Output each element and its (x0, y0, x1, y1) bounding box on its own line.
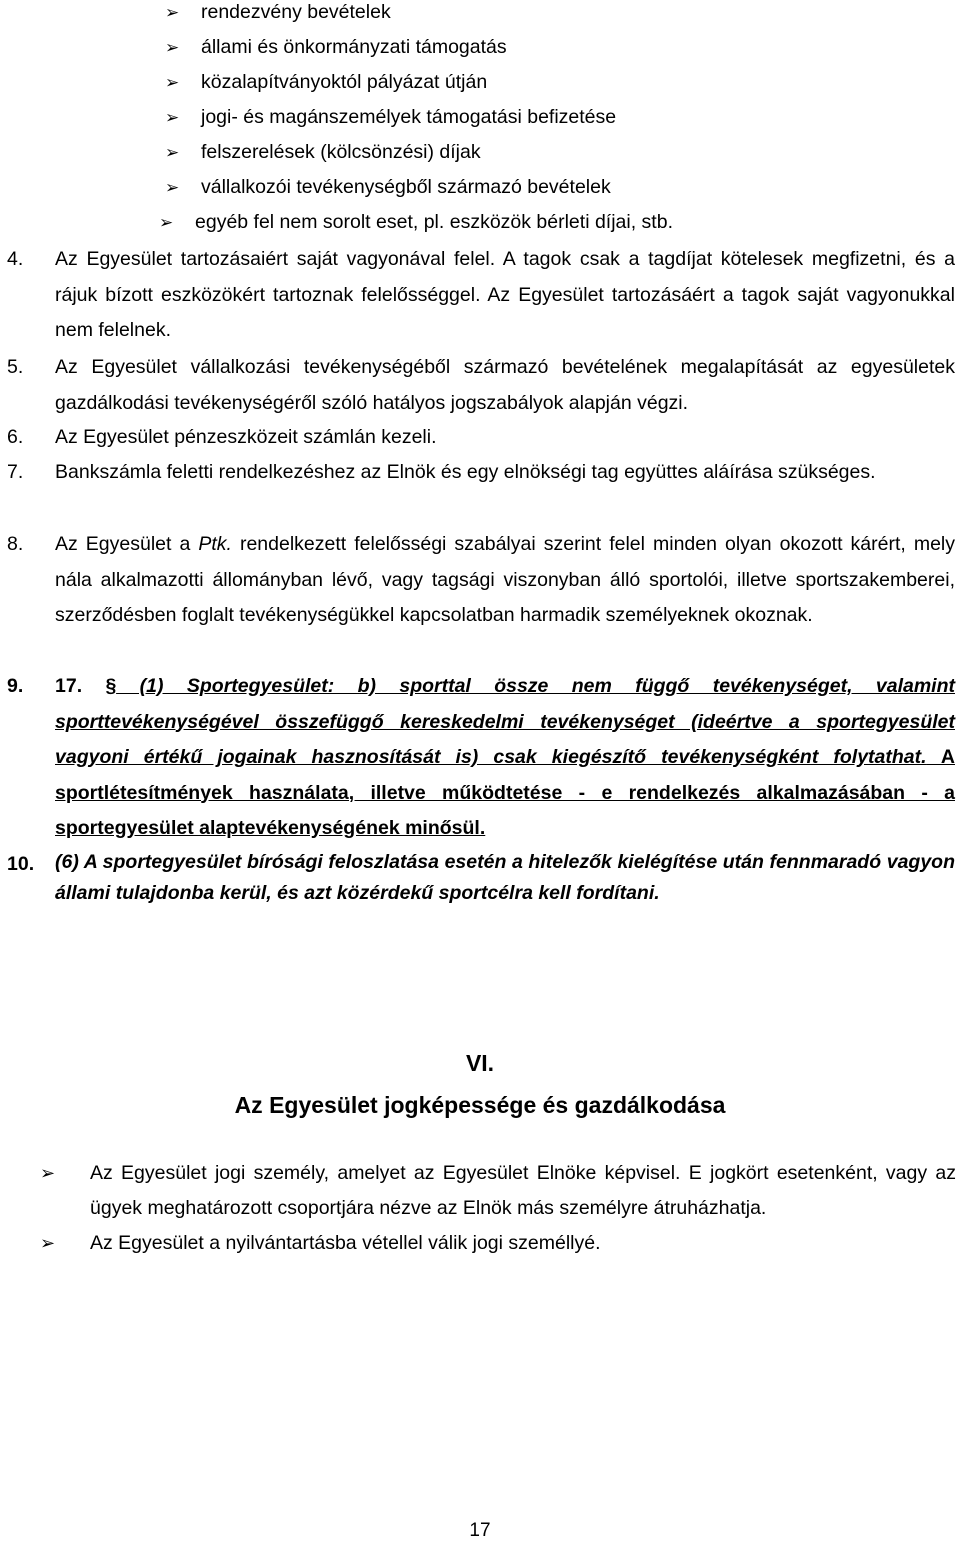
list-item: ➢ Az Egyesület jogi személy, amelyet az Egyesület Elnöke képvisel. E jogkört esetenként, vagy az ügyek meghatározott csoportjára nézve az Elnök más személyre átruházhatja. (40, 1156, 956, 1226)
numbered-item-4: 4. Az Egyesület tartozásaiért saját vagyonával felel. A tagok csak a tagdíjat kötelesek megfizetni, és a rájuk bízott eszközökért tartoznak felelősséggel. Az Egyesület tartozásáért a tagok saját vagyonukkal nem felelnek. (7, 248, 955, 341)
list-item: ➢ állami és önkormányzati támogatás (165, 36, 507, 58)
list-item: ➢ egyéb fel nem sorolt eset, pl. eszközök bérleti díjai, stb. (159, 211, 673, 233)
list-item: ➢ Az Egyesület a nyilvántartásba vétellel válik jogi személlyé. (40, 1226, 956, 1261)
numbered-item-7: 7. Bankszámla feletti rendelkezéshez az Elnök és egy elnökségi tag együttes aláírása szükséges. (7, 461, 876, 483)
numbered-item-9: 9. 17. § (1) Sportegyesület: b) sporttal össze nem függő tevékenységet, valamint sporttevékenységével összefüggő kereskedelmi tevékenységet (ideértve a sportegyesület vagyoni értékű jogainak hasznosítását is) csak kiegészítő tevékenységként folytathat. A sportlétesítmények használata, illetve működtetése - e rendelkezés alkalmazásában - a sportegyesület alaptevékenységének minősül. (7, 675, 955, 839)
page-number: 17 (469, 1520, 491, 1541)
numbered-item-6: 6. Az Egyesület pénzeszközeit számlán kezeli. (7, 426, 437, 448)
numbered-item-10: 10. (6) A sportegyesület bírósági feloszlatása esetén a hitelezők kielégítése után fennmaradó vagyon állami tulajdonba kerül, és azt közérdekű sportcélra kell fordítani. (7, 851, 955, 904)
section-title: Az Egyesület jogképessége és gazdálkodása (234, 1092, 726, 1118)
list-item: ➢ felszerelések (kölcsönzési) díjak (165, 141, 481, 163)
list-item: ➢ közalapítványoktól pályázat útján (165, 71, 488, 93)
arrow-bullet-icon: ➢ (40, 1163, 56, 1183)
arrow-bullet-icon: ➢ (165, 143, 180, 162)
numbered-item-5: 5. Az Egyesület vállalkozási tevékenységéből származó bevételének megalapítását az egyesületek gazdálkodási tevékenységéről szóló hatályos jogszabályok alapján végzi. (7, 356, 955, 414)
numbered-item-8: 8. Az Egyesület a Ptk. rendelkezett felelősségi szabályai szerint felel minden olyan okozott kárért, mely nála alkalmazotti állományban lévő, vagy tagsági viszonyban álló sportolói, illetve sportszakemberei, szerződésben foglalt tevékenységükkel kapcsolatban harmadik személyeknek okoznak. (7, 533, 955, 626)
arrow-bullet-icon: ➢ (165, 73, 180, 92)
arrow-bullet-icon: ➢ (165, 108, 180, 127)
list-item: ➢ rendezvény bevételek (165, 1, 391, 23)
arrow-bullet-icon: ➢ (40, 1233, 56, 1253)
arrow-bullet-icon: ➢ (165, 178, 180, 197)
arrow-bullet-icon: ➢ (159, 213, 174, 232)
arrow-bullet-icon: ➢ (165, 3, 180, 22)
section-number: VI. (465, 1050, 495, 1076)
income-bullet-list (159, 0, 925, 245)
arrow-bullet-icon: ➢ (165, 38, 180, 57)
section-bullet-list (40, 1156, 956, 1261)
list-item: ➢ jogi- és magánszemélyek támogatási befizetése (165, 106, 617, 128)
list-item: ➢ vállalkozói tevékenységből származó bevételek (165, 176, 611, 198)
